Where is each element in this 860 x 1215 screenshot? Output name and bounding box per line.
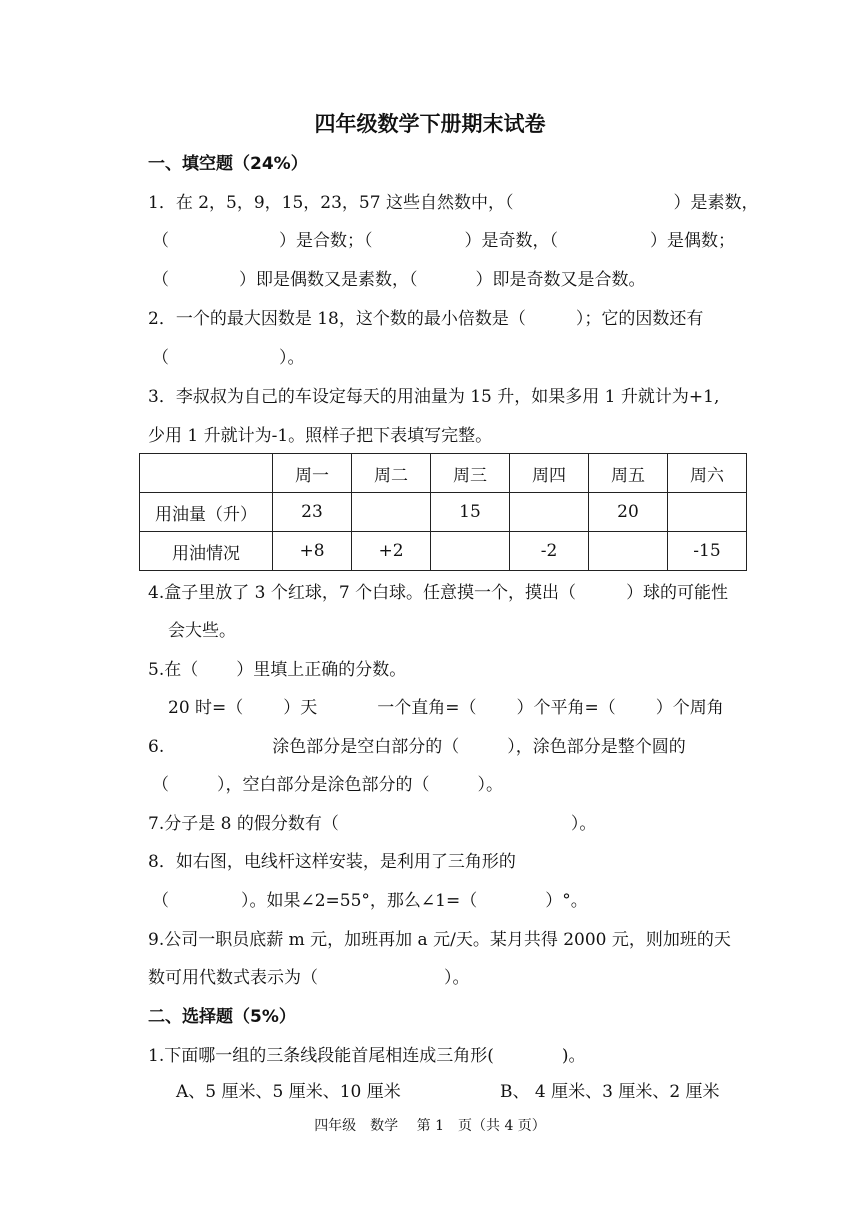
q5-text: 5.在（ — [148, 660, 199, 680]
q7-text: ）。 — [570, 814, 597, 834]
question-9-line-1: 9.公司一职员底薪 m 元，加班再加 a 元/天。某月共得 2000 元，则加班的天 — [148, 930, 731, 950]
q9-text: 数可用代数式表示为（ — [148, 968, 318, 988]
q7-text: 7.分子是 8 的假分数有（ — [148, 814, 339, 834]
q5-text: ）里填上正确的分数。 — [236, 660, 407, 680]
q1-text: ）是偶数； — [650, 231, 735, 251]
table-cell — [431, 532, 510, 571]
table-cell — [668, 493, 747, 532]
q2-text: 2．一个的最大因数是 18，这个数的最小倍数是（ — [148, 309, 526, 329]
question-4-line-1 — [148, 582, 728, 604]
option-b: B、 4 厘米、3 厘米、2 厘米 — [500, 1082, 720, 1102]
q5-text: ）个周角 — [655, 698, 724, 718]
table-header-cell: 周六 — [668, 454, 747, 493]
question-1-line-3 — [152, 269, 646, 291]
question-1-line-1 — [148, 192, 758, 214]
q1-text: （ — [152, 270, 169, 290]
s2q1-text: 1.下面哪一组的三条线段能首尾相连成三角形( — [148, 1046, 494, 1066]
question-5-line-1 — [148, 659, 406, 681]
q1-text: 1．在 2，5，9，15，23，57 这些自然数中，（ — [148, 193, 514, 213]
q4-text: ）球的可能性 — [626, 583, 729, 603]
table-header-cell: 周五 — [589, 454, 668, 493]
q6-text: （ — [152, 775, 169, 795]
oil-usage-table — [139, 453, 747, 571]
question-2-line-1 — [148, 308, 703, 330]
q1-text: ）是素数， — [673, 193, 759, 213]
q2-text: （ — [152, 348, 169, 368]
question-8-line-2 — [152, 890, 588, 912]
question-4-line-2: 会大些。 — [168, 621, 236, 641]
question-5-line-2 — [168, 697, 724, 719]
q6-text: ），空白部分是涂色部分的（ — [217, 775, 430, 795]
q2-text: ）；它的因数还有 — [575, 309, 704, 329]
table-header-cell: 周一 — [273, 454, 352, 493]
question-1-line-2 — [152, 230, 735, 252]
q5-text: ）个平角=（ — [516, 698, 616, 718]
q1-text: ）即是偶数又是素数，（ — [239, 270, 418, 290]
table-header-cell: 周四 — [510, 454, 589, 493]
section-2-heading: 二、选择题（5%） — [148, 1007, 296, 1027]
table-cell: 用油情况 — [140, 532, 273, 571]
q8-text: ）。如果∠2=55°，那么∠1=（ — [241, 891, 478, 911]
q1-text: ）是合数；（ — [279, 231, 373, 251]
table-header-row — [140, 454, 747, 493]
table-header-cell: 周二 — [352, 454, 431, 493]
section-2-question-1 — [148, 1045, 586, 1067]
question-6-line-2 — [152, 774, 503, 796]
table-cell: +2 — [352, 532, 431, 571]
q4-text: 4.盒子里放了 3 个红球，7 个白球。任意摸一个，摸出（ — [148, 583, 577, 603]
option-a: A、5 厘米、5 厘米、10 厘米 — [176, 1082, 401, 1102]
table-cell — [589, 532, 668, 571]
question-8-line-1: 8．如右图，电线杆这样安装，是利用了三角形的 — [148, 852, 516, 872]
q5-text: 一个直角=（ — [377, 698, 477, 718]
q5-text: 20 时=（ — [168, 698, 244, 718]
q2-text: ）。 — [279, 348, 305, 368]
table-cell: +8 — [273, 532, 352, 571]
page-title: 四年级数学下册期末试卷 — [314, 112, 546, 136]
q6-text: 6. — [148, 737, 165, 757]
q1-text: ）即是奇数又是合数。 — [475, 270, 646, 290]
table-cell: 用油量（升） — [140, 493, 273, 532]
q6-text: ）。 — [477, 775, 503, 795]
table-cell: -2 — [510, 532, 589, 571]
table-cell: 15 — [431, 493, 510, 532]
question-3-line-1: 3．李叔叔为自己的车设定每天的用油量为 15 升，如果多用 1 升就计为+1, — [148, 387, 720, 407]
question-2-line-2 — [152, 347, 305, 369]
table-cell — [352, 493, 431, 532]
question-7 — [148, 813, 596, 835]
q6-text: 涂色部分是空白部分的（ — [272, 737, 460, 757]
q9-text: ）。 — [444, 968, 470, 988]
section-1-heading: 一、填空题（24%） — [148, 154, 308, 174]
table-row — [140, 493, 747, 532]
q6-text: ），涂色部分是整个圆的 — [507, 737, 686, 757]
table-cell: 23 — [273, 493, 352, 532]
page-footer: 四年级 数学 第 1 页（共 4 页） — [314, 1118, 546, 1134]
table-cell: -15 — [668, 532, 747, 571]
s2q1-text: )。 — [561, 1046, 586, 1066]
q5-text: ）天 — [283, 698, 318, 718]
q8-text: ）°。 — [545, 891, 588, 911]
table-header-cell — [140, 454, 273, 493]
question-9-line-2 — [148, 967, 470, 989]
q1-text: （ — [152, 231, 169, 251]
question-6-line-1 — [148, 736, 686, 758]
table-row — [140, 532, 747, 571]
table-cell: 20 — [589, 493, 668, 532]
question-3-line-2: 少用 1 升就计为-1。照样子把下表填写完整。 — [148, 426, 493, 446]
table-header-cell: 周三 — [431, 454, 510, 493]
q1-text: ）是奇数，（ — [464, 231, 558, 251]
q8-text: （ — [152, 891, 169, 911]
table-cell — [510, 493, 589, 532]
